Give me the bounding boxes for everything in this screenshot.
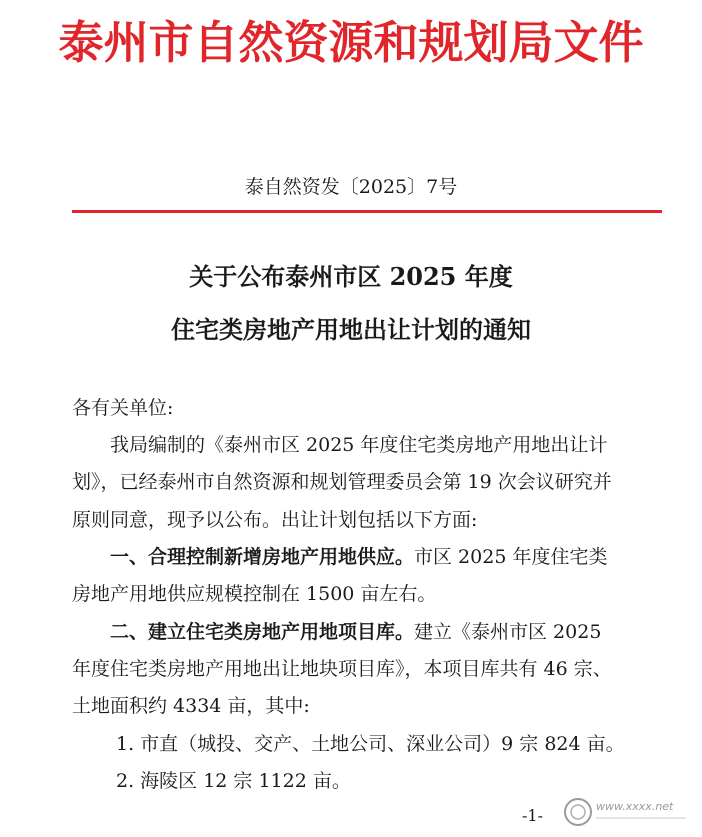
section-2-line-2: 年度住宅类房地产用地出让地块项目库》，本项目库共有 46 宗、 — [72, 658, 612, 680]
site-watermark-logo — [562, 794, 692, 830]
paragraph-1-line-1: 我局编制的《泰州市区 2025 年度住宅类房地产用地出让计 — [110, 434, 608, 456]
watermark-text: www.xxxx.net — [596, 800, 674, 813]
page-number: -1- — [522, 806, 543, 825]
watermark-icon — [562, 794, 692, 830]
section-2-line-1 — [110, 623, 601, 642]
red-divider-line — [72, 210, 662, 213]
letterhead-title: 泰州市自然资源和规划局文件 — [58, 16, 644, 69]
section-2-heading: 二、建立住宅类房地产用地项目库。 — [110, 621, 415, 643]
section-2-text: 建立《泰州市区 2025 — [414, 621, 602, 643]
salutation: 各有关单位: — [72, 397, 174, 419]
section-1-line-1 — [110, 548, 607, 567]
notice-title-line-2: 住宅类房地产用地出让计划的通知 — [171, 315, 531, 344]
notice-title-line-1: 关于公布泰州市区 2025 年度 — [189, 262, 513, 291]
paragraph-1-line-3: 原则同意，现予以公布。出让计划包括以下方面: — [72, 509, 478, 531]
list-item: 2. 海陵区 12 宗 1122 亩。 — [116, 770, 351, 792]
list-item: 1. 市直（城投、交产、土地公司、深业公司）9 宗 824 亩。 — [116, 733, 625, 755]
section-1-heading: 一、合理控制新增房地产用地供应。 — [110, 546, 415, 568]
document-number: 泰自然资发〔2025〕7号 — [244, 176, 458, 198]
section-1-line-2: 房地产用地供应规模控制在 1500 亩左右。 — [72, 583, 437, 605]
section-2-line-3: 土地面积约 4334 亩，其中: — [72, 695, 310, 717]
paragraph-1-line-2: 划》，已经泰州市自然资源和规划管理委员会第 19 次会议研究并 — [72, 471, 612, 493]
section-1-text: 市区 2025 年度住宅类 — [414, 546, 608, 568]
